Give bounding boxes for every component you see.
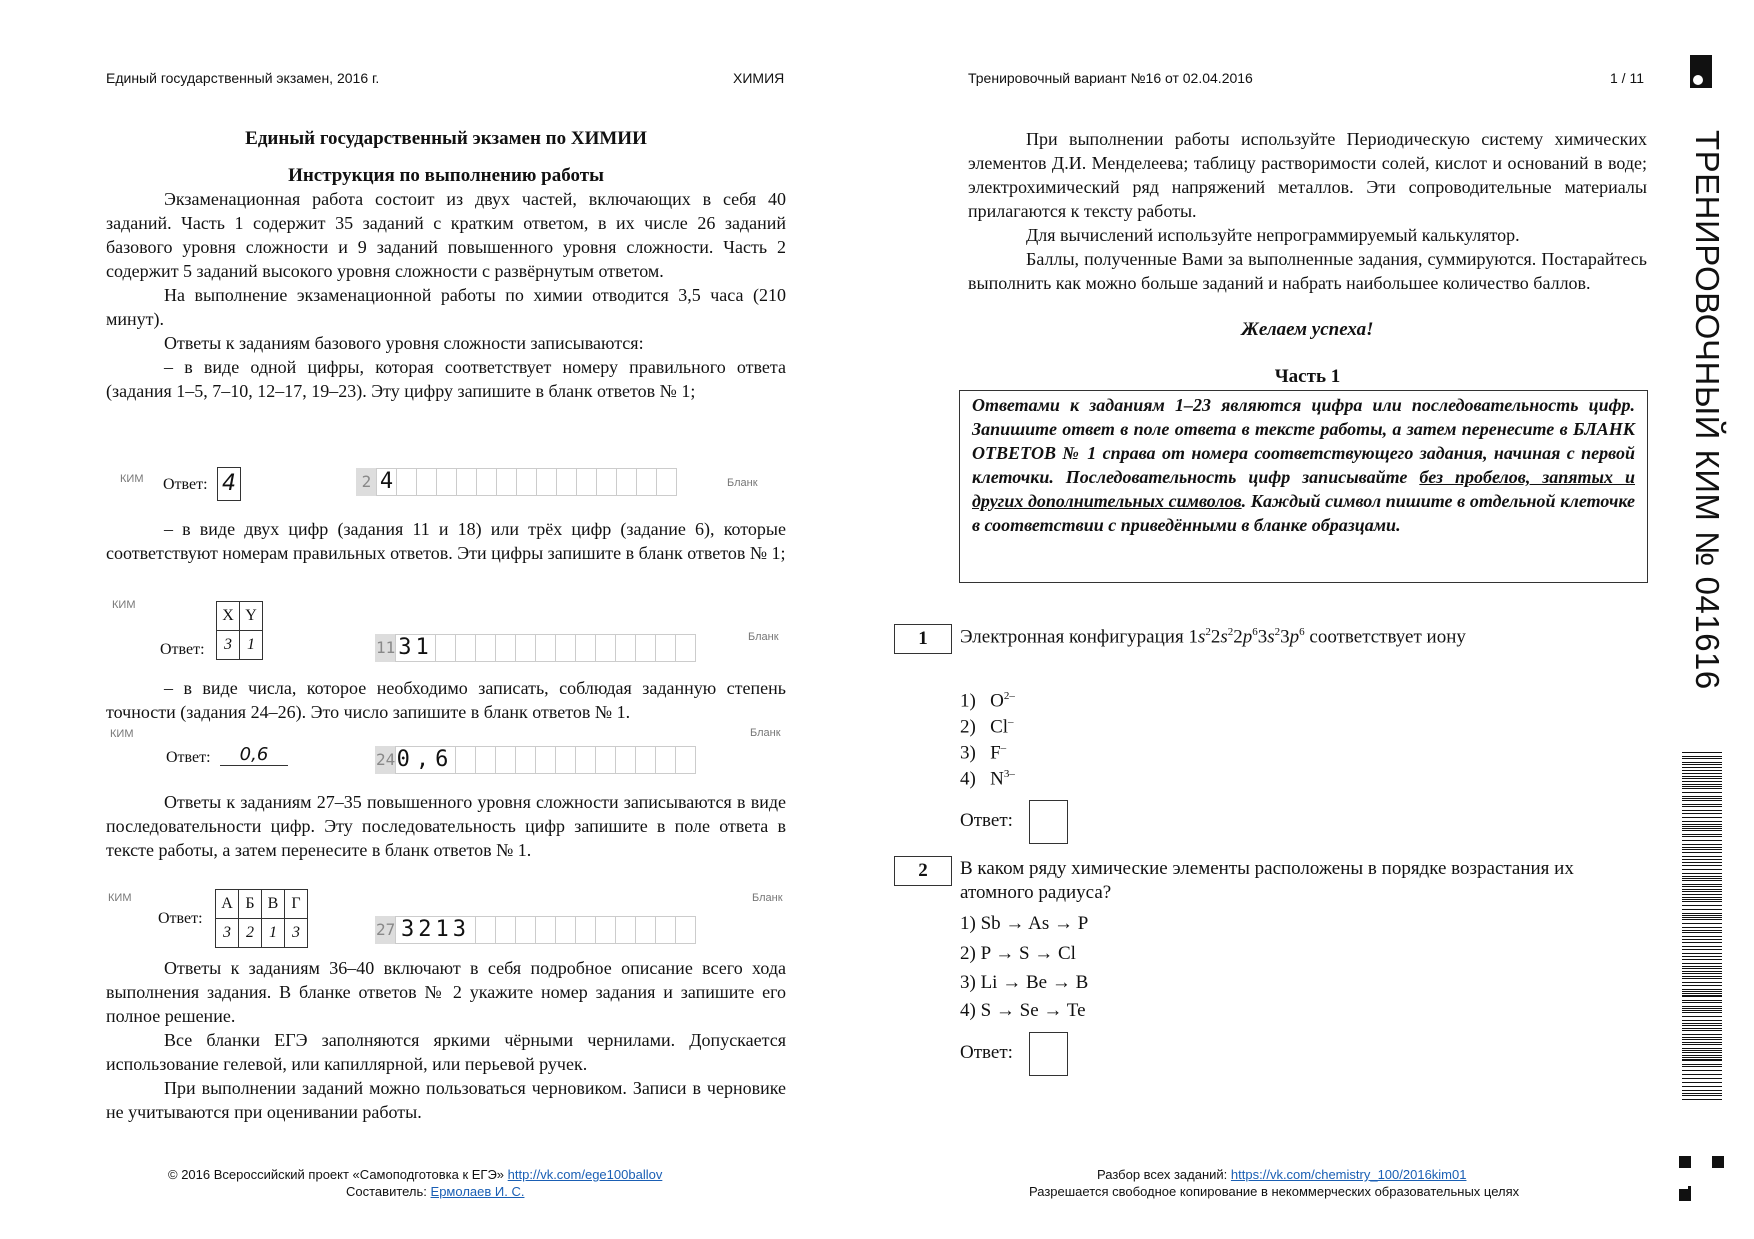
blank-cells-ex1 — [356, 468, 676, 496]
footer-analysis — [1097, 1167, 1466, 1182]
footer-author — [346, 1184, 524, 1199]
header-variant: Тренировочный вариант №16 от 02.04.2016 — [968, 70, 1253, 86]
instruction-p7: Ответы к заданиям 27–35 повышенного уровня сложности записываются в виде последовательности цифр. Эту последовательность цифр запишите в поле ответа в тексте работы, а затем перенесите в бланк ответов № 1. — [106, 792, 786, 860]
answer-g: 3 — [285, 919, 308, 948]
q1-option-2[interactable]: 2) Cl– — [960, 716, 1014, 738]
blank-cells-ex2 — [375, 634, 695, 662]
cell-digits: 31 — [395, 634, 436, 662]
footer-analysis-link[interactable]: https://vk.com/chemistry_100/2016kim01 — [1230, 1167, 1467, 1182]
scores-paragraph: Баллы, полученные Вами за выполненные задания, суммируются. Постарайтесь выполнить как можно больше заданий и набрать наибольшее количество баллов. — [968, 249, 1647, 293]
footer-author-label: Составитель: — [346, 1184, 427, 1199]
good-luck: Желаем успеха! — [1241, 319, 1374, 340]
corner-mark — [1690, 55, 1712, 88]
footer-copyright — [168, 1167, 662, 1182]
answer-table-ex4 — [215, 889, 308, 948]
q2-option-2[interactable]: 2) P → S → Cl — [960, 943, 1076, 964]
question-2-number: 2 — [894, 856, 952, 886]
doc-title: Единый государственный экзамен по ХИМИИ — [245, 128, 647, 149]
qr-code — [1679, 1156, 1725, 1202]
part1-instruction-underlined: без пробелов, запятых и других дополнительных символов — [972, 467, 1635, 511]
col-x: X — [217, 602, 240, 631]
cell-digit: 4 — [376, 468, 397, 496]
answer-label-ex1: Ответ: — [163, 476, 208, 493]
instruction-p10: При выполнении заданий можно пользоваться черновиком. Записи в черновике не учитываются при оценивании работы. — [106, 1078, 786, 1122]
q2-option-1[interactable]: 1) Sb → As → P — [960, 913, 1089, 934]
cell-task-number: 24 — [375, 746, 396, 774]
instruction-p1: Экзаменационная работа состоит из двух частей, включающих в себя 40 заданий. Часть 1 содержит 35 заданий с кратким ответом, в их числе 26 заданий базового уровня сложности и 9 заданий повышенного уровня сложности. Часть 2 содержит 5 заданий высокого уровня сложности с развёрнутым ответом. — [106, 189, 786, 281]
instruction-p8: Ответы к заданиям 36–40 включают в себя подробное описание всего хода выполнения задания. В бланке ответов № 2 укажите номер задания и запишите его полное решение. — [106, 958, 786, 1026]
col-v: В — [262, 890, 285, 919]
q2-answer-box[interactable] — [1029, 1032, 1068, 1076]
answer-a: 3 — [216, 919, 239, 948]
question-2-text: В каком ряду химические элементы расположены в порядке возрастания их атомного радиуса? — [960, 858, 1574, 903]
answer-x: 3 — [217, 631, 240, 660]
instruction-p2: На выполнение экзаменационной работы по химии отводится 3,5 часа (210 минут). — [106, 285, 786, 329]
col-g: Г — [285, 890, 308, 919]
q2-answer-label: Ответ: — [960, 1042, 1013, 1063]
answer-box-ex1: 4 — [217, 467, 241, 501]
answer-table-ex2 — [216, 601, 263, 660]
instruction-p3: Ответы к заданиям базового уровня сложности записываются: — [164, 333, 644, 353]
kim-label-1: КИМ — [120, 473, 144, 485]
instruction-p5: – в виде двух цифр (задания 11 и 18) или трёх цифр (задание 6), которые соответствуют номерам правильных ответов. Эти цифры запишите в бланк ответов № 1; — [106, 519, 786, 563]
part1-instruction-b: . Каждый символ пишите в отдельной клеточке в соответствии с приведёнными в бланке образцами. — [972, 491, 1635, 535]
footer-analysis-label: Разбор всех заданий: — [1097, 1167, 1228, 1182]
q1-option-1[interactable]: 1) $O^{2-}$ — [960, 690, 1015, 712]
footer-copyright-text: © 2016 Всероссийский проект «Самоподготовка к ЕГЭ» — [168, 1167, 505, 1182]
kim-label-3: КИМ — [110, 728, 134, 740]
answer-y: 1 — [240, 631, 263, 660]
q1-option-3[interactable]: 3) F– — [960, 742, 1007, 764]
page-number: 1 / 11 — [1610, 70, 1644, 86]
cell-digits: 0,6 — [396, 747, 455, 772]
footer-project-link[interactable]: http://vk.com/ege100ballov — [507, 1167, 663, 1182]
answer-label-ex2: Ответ: — [160, 641, 205, 658]
instruction-p6: – в виде числа, которое необходимо записать, соблюдая заданную степень точности (задания 24–26). Это число запишите в бланк ответов № 1. — [106, 678, 786, 722]
cell-task-number: 27 — [375, 916, 396, 944]
answer-label-ex3: Ответ: — [166, 749, 211, 766]
col-a: А — [216, 890, 239, 919]
calculator-paragraph: Для вычислений используйте непрограммируемый калькулятор. — [1026, 225, 1520, 245]
q1-answer-box[interactable] — [1029, 800, 1068, 844]
footer-author-link[interactable]: Ермолаев И. С. — [430, 1184, 525, 1199]
kim-label-4: КИМ — [108, 892, 132, 904]
cell-task-number: 11 — [375, 634, 396, 662]
materials-paragraph: При выполнении работы используйте Периодическую систему химических элементов Д.И. Менделеева; таблицу растворимости солей, кислот и оснований в воде; электрохимический ряд напряжений металлов. Эти сопроводительные материалы прилагаются к тексту работы. — [968, 129, 1647, 221]
side-title: ТРЕНИРОВОЧНЫЙ КИМ № 041616 — [1689, 130, 1726, 690]
kim-label-2: КИМ — [112, 599, 136, 611]
cell-task-number: 2 — [356, 468, 377, 496]
instruction-p4: – в виде одной цифры, которая соответствует номеру правильного ответа (задания 1–5, 7–10, 12–17, 19–23). Эту цифру запишите в бланк ответов № 1; — [106, 357, 786, 401]
col-y: Y — [240, 602, 263, 631]
col-b: Б — [239, 890, 262, 919]
footer-license: Разрешается свободное копирование в некоммерческих образовательных целях — [1029, 1184, 1520, 1199]
q1-option-4[interactable]: 4) $N^{3-}$ — [960, 768, 1015, 790]
part1-instruction-box — [959, 390, 1648, 583]
instruction-title: Инструкция по выполнению работы — [288, 165, 604, 186]
question-1-text: Электронная конфигурация $1s^22s^22p^63s^23p^6$ соответствует иону — [960, 626, 1466, 648]
header-subject: ХИМИЯ — [733, 70, 785, 86]
blank-label-2: Бланк — [748, 631, 779, 643]
blank-label-1: Бланк — [727, 477, 758, 489]
q2-option-4[interactable]: 4) S → Se → Te — [960, 1000, 1086, 1021]
answer-v: 1 — [262, 919, 285, 948]
side-title-container — [1690, 130, 1726, 730]
blank-label-4: Бланк — [752, 892, 783, 904]
instruction-p9: Все бланки ЕГЭ заполняются яркими чёрными чернилами. Допускается использование гелевой, или капиллярной, или перьевой ручек. — [106, 1030, 786, 1074]
q2-option-3[interactable]: 3) Li → Be → B — [960, 972, 1089, 993]
header-exam-title: Единый государственный экзамен, 2016 г. — [106, 70, 380, 86]
answer-b: 2 — [239, 919, 262, 948]
part-title: Часть 1 — [1274, 366, 1341, 387]
question-1-number: 1 — [894, 624, 952, 654]
blank-cells-ex4 — [375, 916, 695, 944]
q1-answer-label: Ответ: — [960, 810, 1013, 831]
blank-cells-ex3 — [375, 746, 695, 774]
answer-label-ex4: Ответ: — [158, 910, 203, 927]
answer-line-ex3: 0,6 — [220, 744, 288, 766]
blank-label-3: Бланк — [750, 727, 781, 739]
barcode — [1682, 752, 1722, 1100]
cell-digits: 3213 — [395, 916, 476, 944]
part1-instruction-a: Ответами к заданиям 1–23 являются цифра или последовательность цифр. Запишите ответ в поле ответа в тексте работы, а затем перенесите в БЛАНК ОТВЕТОВ № 1 справа от номера соответствующего задания, начиная с первой клеточки. Последовательность цифр записывайте — [972, 395, 1635, 487]
